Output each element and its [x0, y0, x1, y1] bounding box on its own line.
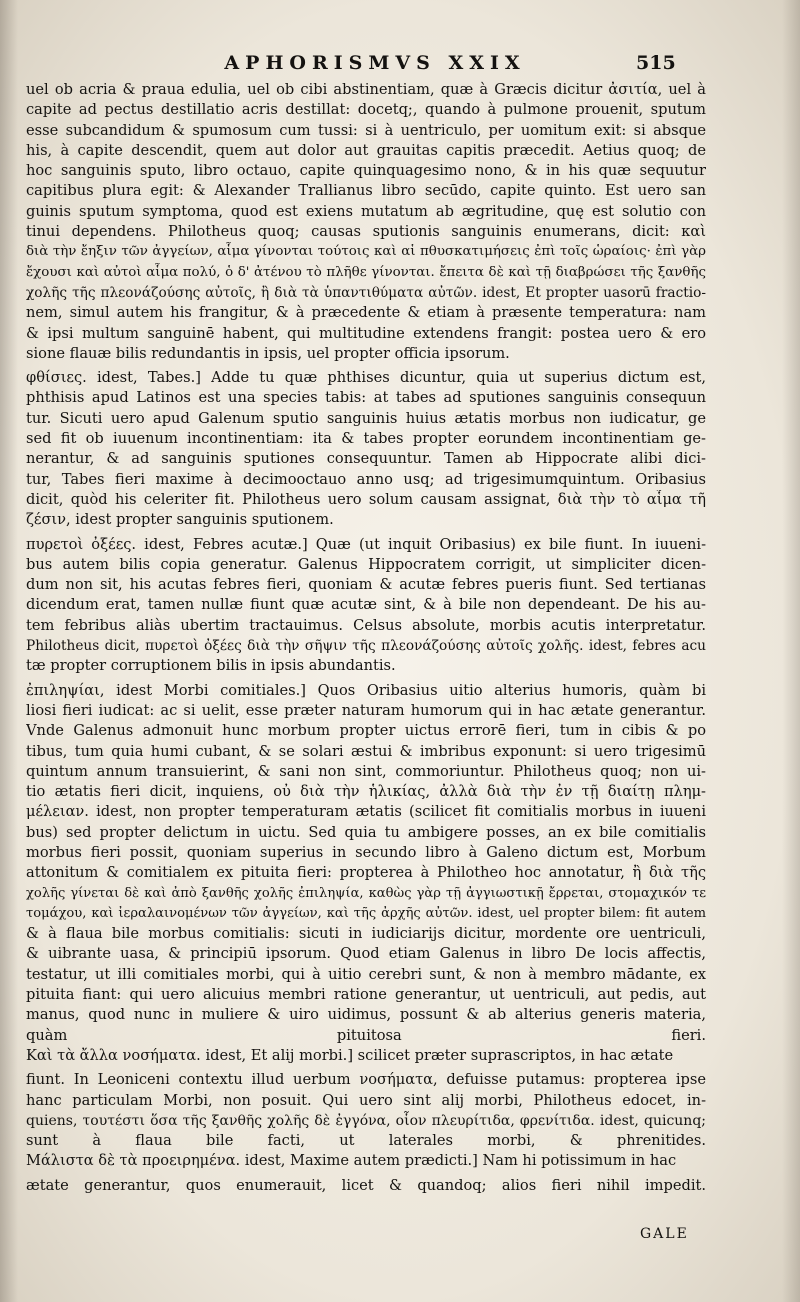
text-line: tur, Tabes fieri maxime à decimooctauo anno usq; ad trigesimumquintum. Oribasius — [26, 470, 706, 488]
text-line: τομάχου, καὶ ἰεραλαινομένων τῶν ἀγγείων, καὶ τῆς ἀρχῆς αὐτῶν. idest, uel propter bilem: fit autem — [26, 905, 706, 921]
page-edge-shadow-right — [782, 0, 800, 1302]
text-line: χολῆς γίνεται δὲ καὶ ἀπὸ ξανθῆς χολῆς ἐπιληψία, καθὼς γὰρ τῇ ἀγγιωστικῇ ἔρρεται, στομαχικόν τε — [26, 885, 706, 901]
text-line: dicendum erat, tamen nullæ fiunt quæ acutæ sint, & à bile non dependeant. De his au- — [26, 596, 706, 614]
text-line: διὰ τὴν ἔηξιν τῶν ἀγγείων, αἷμα γίνονται τούτοις καὶ αἱ πθυσκατιμήσεις ἐπὶ τοῖς ὡραίοις· ἐπὶ γὰρ — [26, 244, 706, 260]
running-title: APHORISMVS XXIX — [224, 52, 526, 74]
text-line: tæ propter corruptionem bilis in ipsis abundantis. — [26, 657, 396, 675]
text-line: Philotheus dicit, πυρετοὶ ὀξέες διὰ τὴν σῆψιν τῆς πλεονάζούσης αὐτοῖς χολῆς. idest, febres acu — [26, 638, 706, 655]
text-line: attonitum & comitialem ex pituita fieri: propterea à Philotheo hoc annotatur, ἢ διὰ τῆς — [26, 864, 706, 882]
text-line: dum non sit, his acutas febres fieri, quoniam & acutæ febres pueris fiunt. Sed tertianas — [26, 576, 706, 594]
text-line: pituita fiant: qui uero alicuius membri ratione generantur, ut uentriculi, aut pedis, aut — [26, 986, 706, 1004]
text-line: hanc particulam Morbi, non posuit. Qui uero sint alij morbi, Philotheus edocet, in- — [26, 1091, 706, 1109]
catchword: GALE — [640, 1226, 689, 1242]
text-line: tem febribus aliàs ubertim tractauimus. Celsus absolute, morbis acutis interpretatur. — [26, 616, 706, 634]
text-line: testatur, ut illi comitiales morbi, qui à uitio cerebri sunt, & non à membro mādante, ex — [26, 965, 706, 983]
text-line: ætate generantur, quos enumerauit, licet & quandoq; alios fieri nihil impedit. — [26, 1176, 706, 1194]
text-line: φθίσιες. idest, Tabes.] Adde tu quæ phthises dicuntur, quia ut superius dictum est, — [26, 369, 706, 387]
text-line: capite ad pectus destillatio acris destillat: docetq;, quando à pulmone prouenit, sputum — [26, 101, 706, 119]
text-line: tur. Sicuti uero apud Galenum sputio sanguinis huius ætatis morbus non iudicatur, ge — [26, 409, 706, 427]
text-line: Μάλιστα δὲ τὰ προειρημένα. idest, Maxime autem prædicti.] Nam hi potissimum in hac — [26, 1152, 677, 1170]
page-number: 515 — [636, 52, 676, 74]
text-line: Καὶ τὰ ἄλλα νοσήματα. idest, Et alij morbi.] scilicet præter suprascriptos, in hac ætate — [26, 1046, 674, 1064]
text-line: nerantur, & ad sanguinis sputiones consequuntur. Tamen ab Hippocrate alibi dici- — [26, 450, 706, 468]
text-line: phthisis apud Latinos est una species tabis: at tabes ad sputiones sanguinis consequun — [26, 389, 706, 407]
text-line: ἐπιληψίαι, idest Morbi comitiales.] Quos Oribasius uitio alterius humoris, quàm bi — [26, 681, 706, 699]
text-line: hoc sanguinis sputo, libro octauo, capite quinquagesimo nono, & in his quæ sequutur — [26, 162, 706, 180]
text-line: χολῆς τῆς πλεονάζούσης αὐτοῖς, ἢ διὰ τὰ ὑπαντιθύματα αὐτῶν. idest, Et propter uasorū fractio- — [26, 284, 706, 301]
page-edge-shadow-left — [0, 0, 18, 1302]
text-line: quiens, τουτέστι ὅσα τῆς ξανθῆς χολῆς δὲ ἐγγόνα, οἷον πλευρίτιδα, φρενίτιδα. idest, quicunq; — [26, 1112, 706, 1129]
text-line: guinis sputum symptoma, quod est exiens mutatum ab ægritudine, quę est solutio con — [26, 202, 706, 220]
text-line: ζέσιν, idest propter sanguinis sputionem. — [26, 511, 334, 529]
text-line: manus, quod nunc in muliere & uiro uidimus, possunt & ab alterius generis materia, — [26, 1006, 706, 1024]
text-line: πυρετοὶ ὀξέες. idest, Febres acutæ.] Quæ (ut inquit Oribasius) ex bile fiunt. In iuueni- — [26, 535, 706, 553]
text-line: his, à capite descendit, quem aut dolor aut grauitas capitis præcedit. Aetius quoq; de — [26, 141, 706, 159]
text-line: nem, simul autem his frangitur, & à præcedente & etiam à præsente temperatura: nam — [26, 304, 706, 322]
text-line: dicit, quòd his celeriter fit. Philotheus uero solum causam assignat, διὰ τὴν τὸ αἷμα τῆ — [26, 490, 706, 508]
text-line: & ipsi multum sanguinē habent, qui multitudine extendens frangit: postea uero & ero — [26, 324, 706, 342]
text-line: ἔχουσι καὶ αὐτοὶ αἷμα πολύ, ὁ δ' ἀτένου τὸ πλῆθε γίνονται. ἔπειτα δὲ καὶ τῇ διαβρώσει τῆς ξανθῆς — [26, 264, 706, 280]
text-line: & à flaua bile morbus comitialis: sicuti in iudiciarijs dicitur, mordente ore uentriculi, — [26, 925, 706, 943]
text-line: Vnde Galenus admonuit hunc morbum propter uictus errorē fieri, tum in cibis & po — [26, 722, 706, 740]
text-line: uel ob acria & praua edulia, uel ob cibi abstinentiam, quæ à Græcis dicitur ἀσιτία, uel à — [26, 81, 706, 98]
text-line: tibus, tum quia humi cubant, & se solari æstui & imbribus exponunt: si uero trigesimū — [26, 742, 706, 760]
text-line: tinui dependens. Philotheus quoq; causas sputionis sanguinis enumerans, dicit: καὶ — [26, 223, 706, 241]
text-line: & uibrante uasa, & principiū ipsorum. Quod etiam Galenus in libro De locis affectis, — [26, 945, 706, 963]
text-line: fiunt. In Leoniceni contextu illud uerbum νοσήματα, defuisse putamus: propterea ipse — [26, 1071, 706, 1089]
text-line: sione flauæ bilis redundantis in ipsis, uel propter officia ipsorum. — [26, 344, 510, 362]
text-line: sunt à flaua bile facti, ut laterales morbi, & phrenitides. — [26, 1132, 706, 1150]
text-line: bus) sed propter delictum in uictu. Sed quia tu ambigere posses, an ex bile comitialis — [26, 823, 706, 841]
text-line: liosi fieri iudicat: ac si uelit, esse præter naturam humorum qui in hac ætate generantur. — [26, 701, 706, 719]
text-line: μέλειαν. idest, non propter temperaturam ætatis (scilicet fit comitialis morbus in iuueni — [26, 803, 706, 821]
running-head — [0, 52, 800, 78]
commentary-text — [26, 80, 706, 1196]
text-line: tio ætatis fieri dicit, inquiens, οὐ διὰ τὴν ἡλικίας, ἀλλὰ διὰ τὴν ἐν τῇ διαίτῃ πλημ- — [26, 783, 706, 801]
text-line: quintum annum transuierint, & sani non sint, commoriuntur. Philotheus quoq; non ui- — [26, 762, 706, 780]
text-line: capitibus plura egit: & Alexander Trallianus libro secūdo, capite quinto. Est uero san — [26, 182, 706, 200]
text-line: sed fit ob iuuenum incontinentiam: ita & tabes propter eorundem incontinentiam ge- — [26, 430, 706, 448]
text-line: morbus fieri possit, quoniam superius in secundo libro à Galeno dictum est, Morbum — [26, 843, 706, 861]
text-line: quàm pituitosa fieri. — [26, 1026, 706, 1044]
text-line: esse subcandidum & spumosum cum tussi: si à uentriculo, per uomitum exit: si absque — [26, 121, 706, 139]
text-line: bus autem bilis copia generatur. Galenus Hippocratem corrigit, ut simpliciter dicen- — [26, 555, 706, 573]
